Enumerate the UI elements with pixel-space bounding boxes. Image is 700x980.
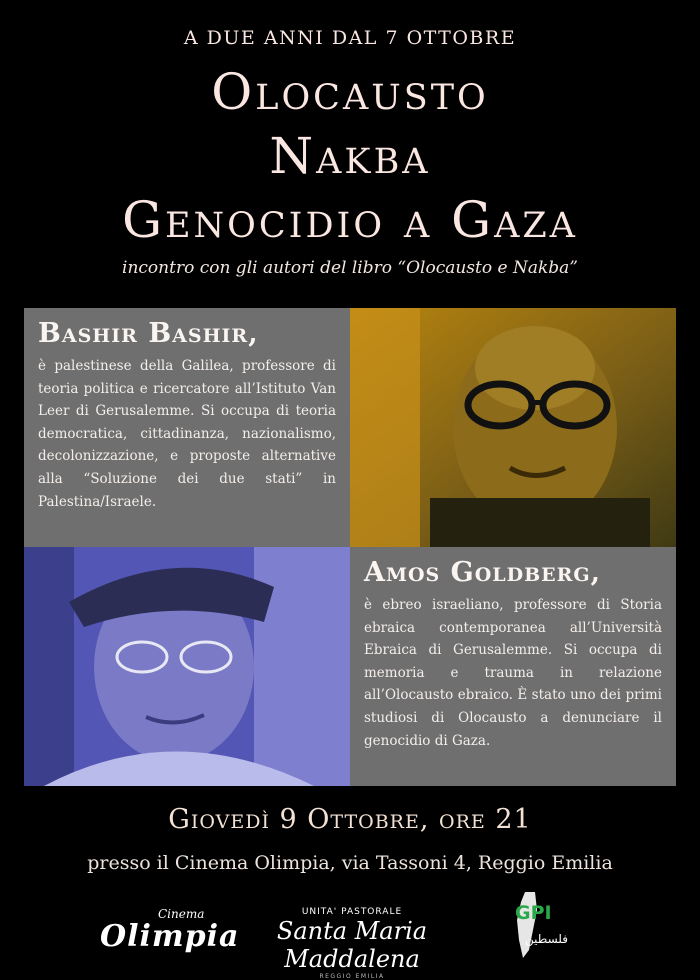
speakers-grid <box>24 308 676 786</box>
event-date: Giovedì 9 Ottobre, ore 21 <box>168 804 532 835</box>
speaker-photo-amos <box>24 547 350 786</box>
cinema-olimpia-logo <box>100 907 240 954</box>
subtitle: incontro con gli autori del libro “Olocausto e Nakba” <box>122 258 578 278</box>
olimpia-logo-small-text: Cinema <box>158 907 205 921</box>
speaker-photo-bashir <box>350 308 676 547</box>
speaker-name-bashir: Bashir Bashir, <box>38 318 259 349</box>
title-line-olocausto: Olocausto <box>211 63 489 121</box>
gpi-logo-text: GPI <box>515 902 552 924</box>
event-venue: presso il Cinema Olimpia, via Tassoni 4, Reggio Emilia <box>87 852 613 874</box>
unita-logo-bottom-text: REGGIO EMILIA <box>319 973 385 980</box>
speaker-panel-bashir <box>24 308 350 547</box>
title-line-nakba: Nakba <box>269 127 431 185</box>
title-line-genocidio: Genocidio a Gaza <box>122 191 578 249</box>
olimpia-logo-main-text: Olimpia <box>100 919 240 954</box>
palestine-map-icon <box>505 890 565 960</box>
sponsor-logos <box>0 885 700 980</box>
gpi-logo-arabic-text: فلسطين <box>525 932 569 946</box>
speaker-name-amos: Amos Goldberg, <box>364 557 602 588</box>
unita-pastorale-logo <box>232 907 472 980</box>
speaker-bio-bashir: è palestinese della Galilea, professore di teoria politica e ricercatore all’Istituto Van Leer di Gerusalemme. Si occupa di teoria democratica, cittadinanza, nazionalismo, decolonizzazione, e proposte alternative alla “Soluzione dei due stati” in Palestina/Israele. <box>38 358 336 510</box>
gpi-logo <box>505 890 569 960</box>
event-anniversary-line: A DUE ANNI DAL 7 OTTOBRE <box>183 27 517 49</box>
speaker-bio-amos: è ebreo israeliano, professore di Storia ebraica contemporanea all’Università Ebraica di Gerusalemme. Si occupa di memoria e trauma in relazione all’Olocausto ebraico. È stato uno dei primi studiosi di Olocausto a denunciare il genocidio di Gaza. <box>364 597 662 749</box>
speaker-panel-amos <box>350 547 676 786</box>
unita-logo-main-text: Santa Maria Maddalena <box>276 917 428 973</box>
unita-logo-top-text: UNITA' PASTORALE <box>301 907 403 917</box>
